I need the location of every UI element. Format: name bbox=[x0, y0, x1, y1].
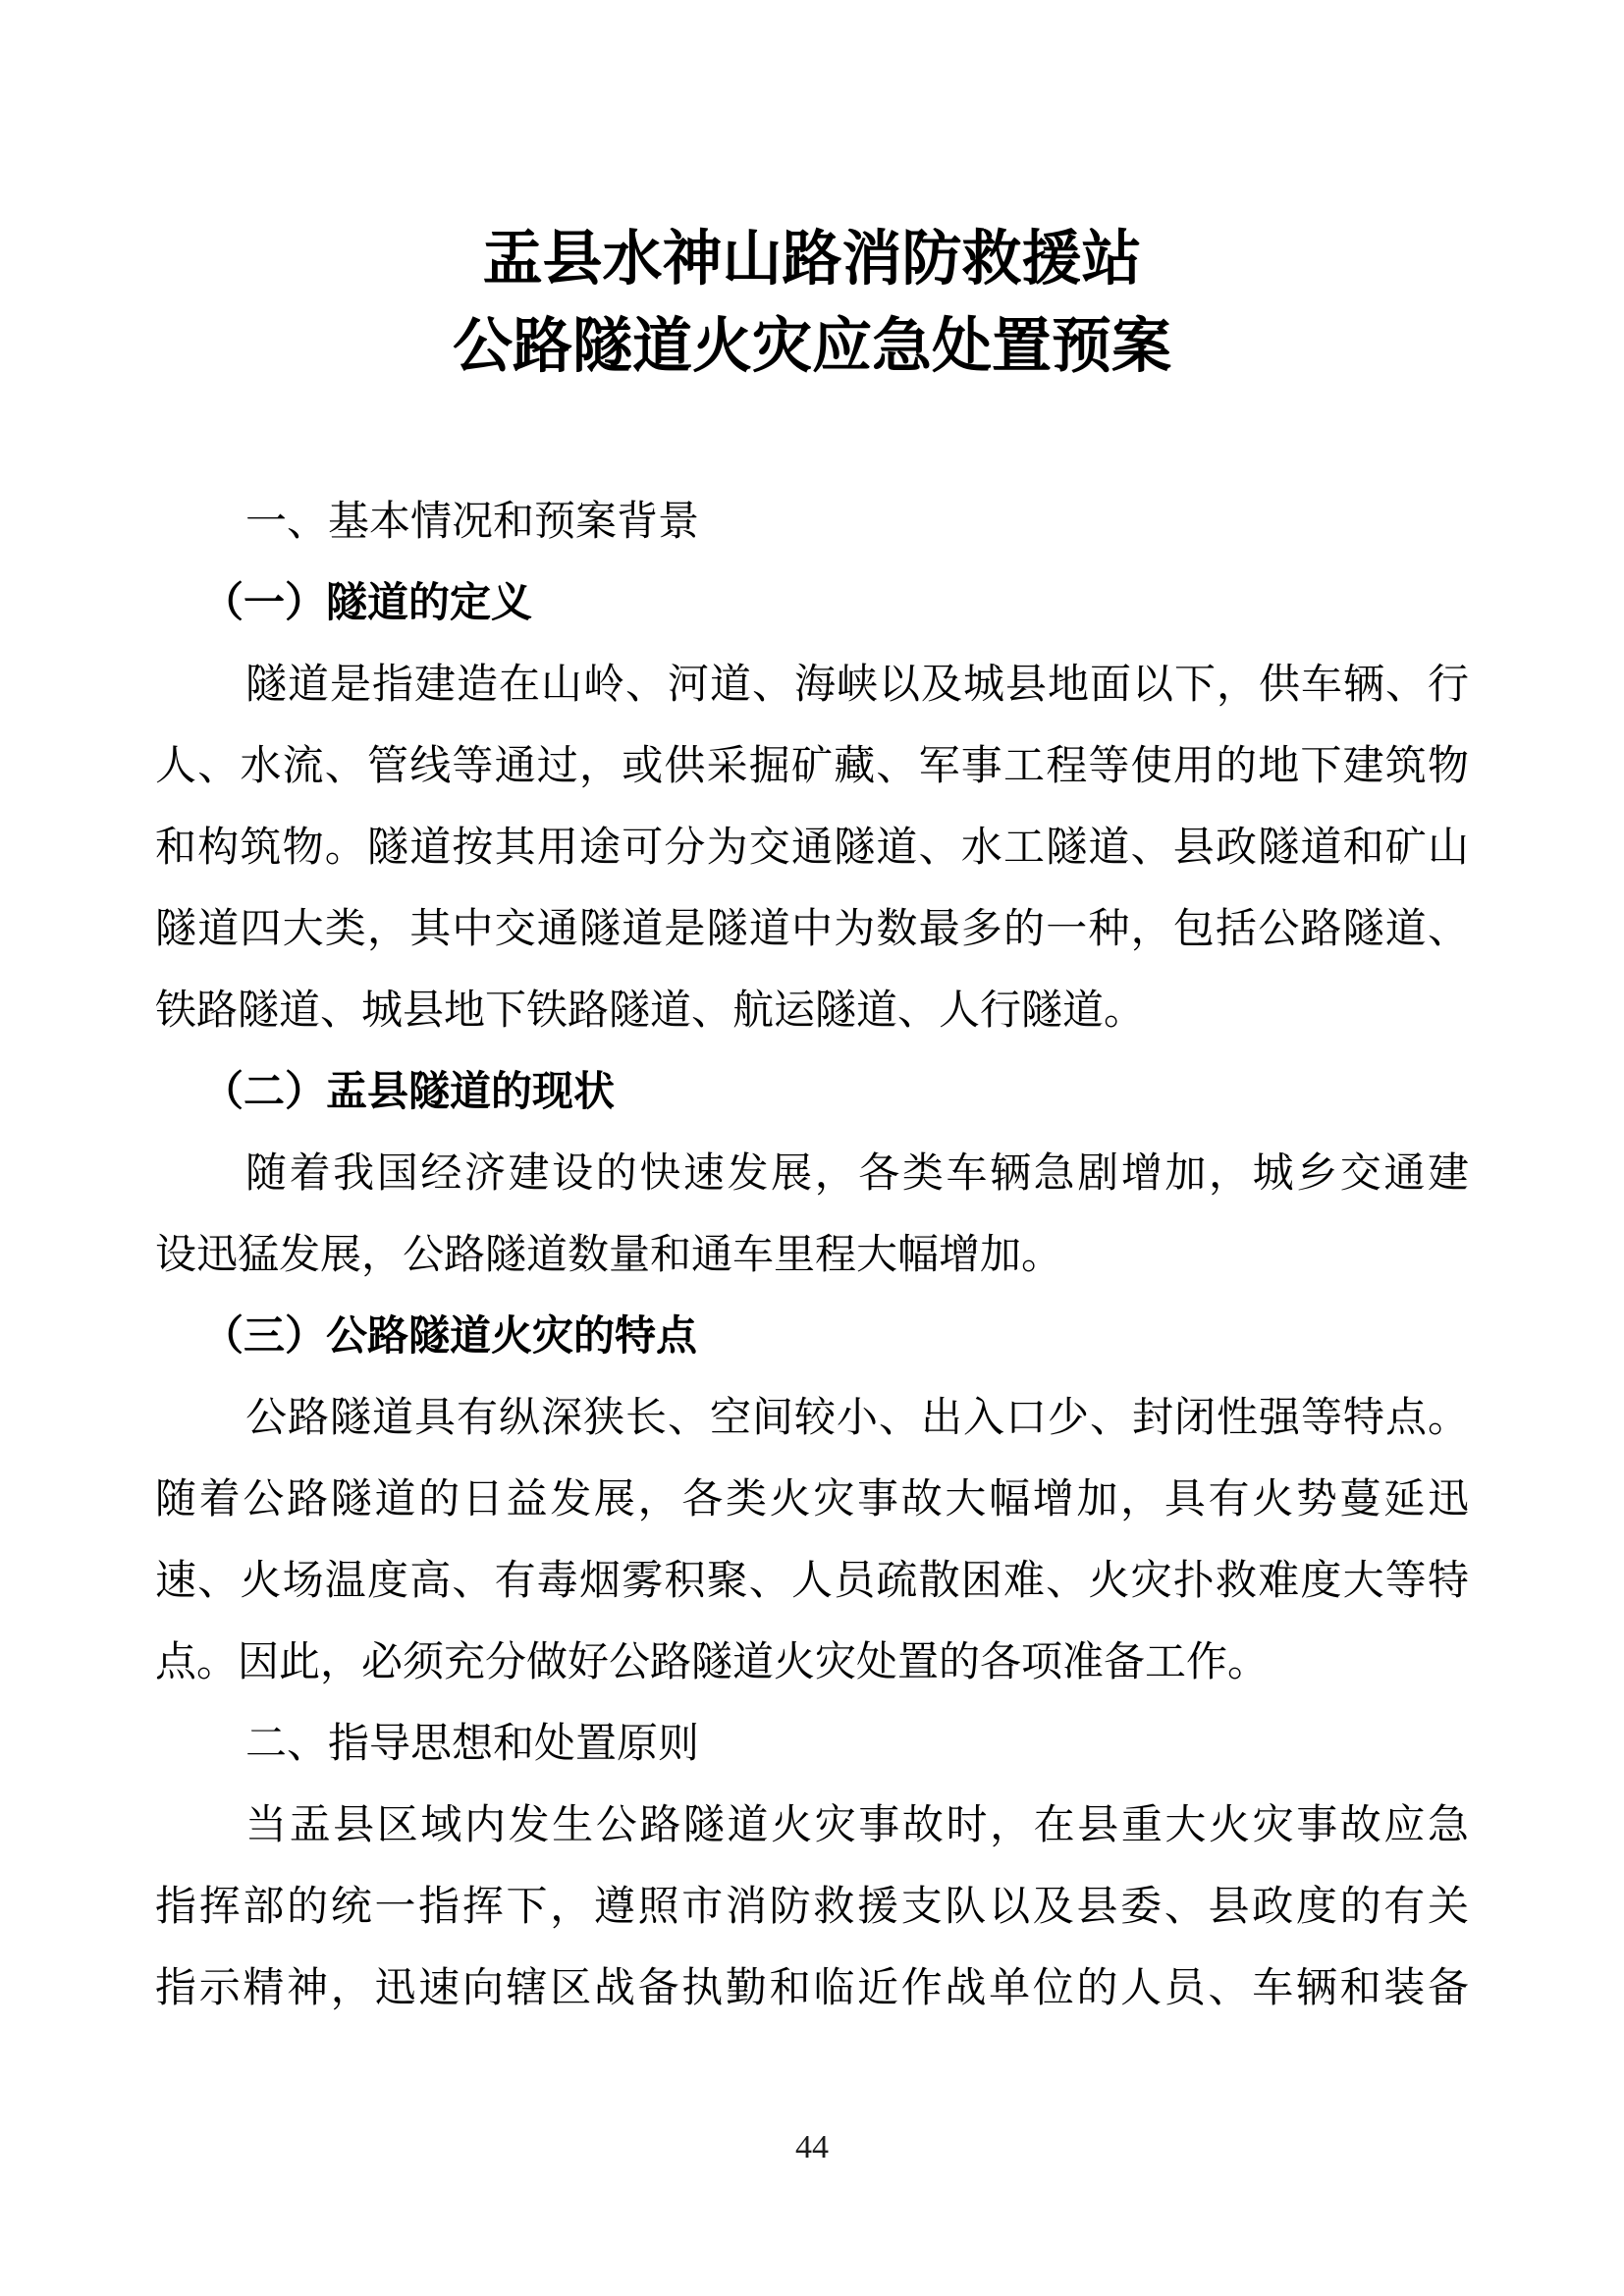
body-line: 随着我国经济建设的快速发展，各类车辆急剧增加，城乡交通建 bbox=[245, 1149, 1469, 1196]
page-number: 44 bbox=[795, 2129, 829, 2165]
body-line: （二）盂县隧道的现状 bbox=[202, 1068, 616, 1114]
body-line: （三）公路隧道火灾的特点 bbox=[202, 1312, 698, 1359]
body-line: 隧道是指建造在山岭、河道、海峡以及城县地面以下，供车辆、行 bbox=[245, 661, 1469, 707]
document-body bbox=[155, 480, 1469, 2028]
body-line: 点。因此，必须充分做好公路隧道火灾处置的各项准备工作。 bbox=[155, 1638, 1270, 1684]
body-line: 铁路隧道、城县地下铁路隧道、航运隧道、人行隧道。 bbox=[155, 987, 1146, 1033]
body-line: 人、水流、管线等通过，或供采掘矿藏、军事工程等使用的地下建筑物 bbox=[155, 742, 1469, 788]
body-line: 二、指导思想和处置原则 bbox=[245, 1720, 700, 1766]
body-line: 速、火场温度高、有毒烟雾积聚、人员疏散困难、火灾扑救难度大等特 bbox=[155, 1557, 1469, 1603]
document-title-line-2: 公路隧道火灾应急处置预案 bbox=[452, 312, 1171, 379]
body-line: 设迅猛发展，公路隧道数量和通车里程大幅增加。 bbox=[155, 1231, 1063, 1277]
body-line: 隧道四大类，其中交通隧道是隧道中为数最多的一种，包括公路隧道、 bbox=[155, 905, 1469, 951]
document-title-line-1: 盂县水神山路消防救援站 bbox=[482, 225, 1142, 292]
body-line: （一）隧道的定义 bbox=[202, 579, 533, 625]
body-line: 一、基本情况和预案背景 bbox=[245, 498, 700, 544]
body-line: 和构筑物。隧道按其用途可分为交通隧道、水工隧道、县政隧道和矿山 bbox=[155, 824, 1469, 870]
body-line: 指示精神，迅速向辖区战备执勤和临近作战单位的人员、车辆和装备 bbox=[155, 1964, 1469, 2010]
body-line: 随着公路隧道的日益发展，各类火灾事故大幅增加，具有火势蔓延迅 bbox=[155, 1475, 1469, 1522]
document-title bbox=[155, 215, 1469, 390]
body-line: 当盂县区域内发生公路隧道火灾事故时，在县重大火灾事故应急 bbox=[245, 1801, 1469, 1847]
body-line: 指挥部的统一指挥下，遵照市消防救援支队以及县委、县政度的有关 bbox=[155, 1883, 1469, 1929]
body-line: 公路隧道具有纵深狭长、空间较小、出入口少、封闭性强等特点。 bbox=[245, 1394, 1469, 1440]
